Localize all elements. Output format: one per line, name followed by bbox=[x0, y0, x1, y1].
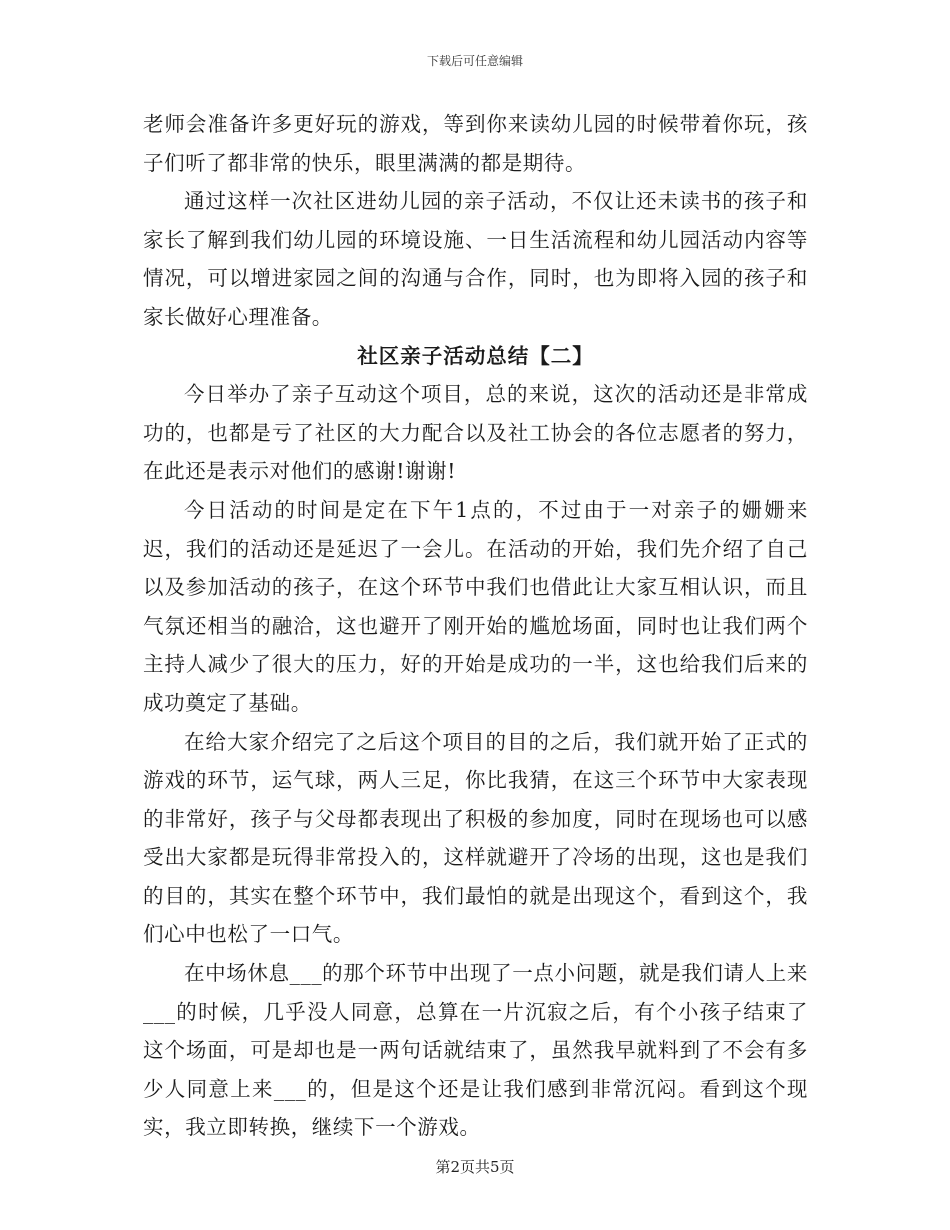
paragraph: 在给大家介绍完了之后这个项目的目的之后，我们就开始了正式的游戏的环节，运气球，两人三足，你比我猜，在这三个环节中大家表现的非常好，孩子与父母都表现出了积极的参加度，同时在现场也可以感受出大家都是玩得非常投入的，这样就避开了冷场的出现，这也是我们的目的，其实在整个环节中，我们最怕的就是出现这个，看到这个，我们心中也松了一口气。 bbox=[143, 729, 808, 947]
paragraph: 在中场休息___的那个环节中出现了一点小问题，就是我们请人上来___的时候，几乎没人同意，总算在一片沉寂之后，有个小孩子结束了这个场面，可是却也是一两句话就结束了，虽然我早就料到了不会有多少人同意上来___的，但是这个还是让我们感到非常沉闷。看到这个现实，我立即转换，继续下一个游戏。 bbox=[143, 961, 808, 1140]
paragraph-continued: 老师会准备许多更好玩的游戏，等到你来读幼儿园的时候带着你玩，孩子们听了都非常的快乐，眼里满满的都是期待。 bbox=[143, 112, 808, 175]
page-footer: 第2页共5页 bbox=[435, 1158, 515, 1176]
paragraph: 今日活动的时间是定在下午1点的，不过由于一对亲子的姗姗来迟，我们的活动还是延迟了一会儿。在活动的开始，我们先介绍了自己以及参加活动的孩子，在这个环节中我们也借此让大家互相认识，而且气氛还相当的融洽，这也避开了刚开始的尴尬场面，同时也让我们两个主持人减少了很大的压力，好的开始是成功的一半，这也给我们后来的成功奠定了基础。 bbox=[143, 497, 808, 715]
paragraph: 今日举办了亲子互动这个项目，总的来说，这次的活动还是非常成功的，也都是亏了社区的大力配合以及社工协会的各位志愿者的努力，在此还是表示对他们的感谢!谢谢! bbox=[143, 382, 808, 484]
page-header: 下载后可任意编辑 bbox=[426, 54, 523, 68]
paragraph: 通过这样一次社区进幼儿园的亲子活动，不仅让还未读书的孩子和家长了解到我们幼儿园的环境设施、一日生活流程和幼儿园活动内容等情况，可以增进家园之间的沟通与合作，同时，也为即将入园的孩子和家长做好心理准备。 bbox=[143, 189, 808, 329]
section-heading: 社区亲子活动总结【二】 bbox=[357, 343, 594, 368]
document-body bbox=[143, 105, 808, 1147]
